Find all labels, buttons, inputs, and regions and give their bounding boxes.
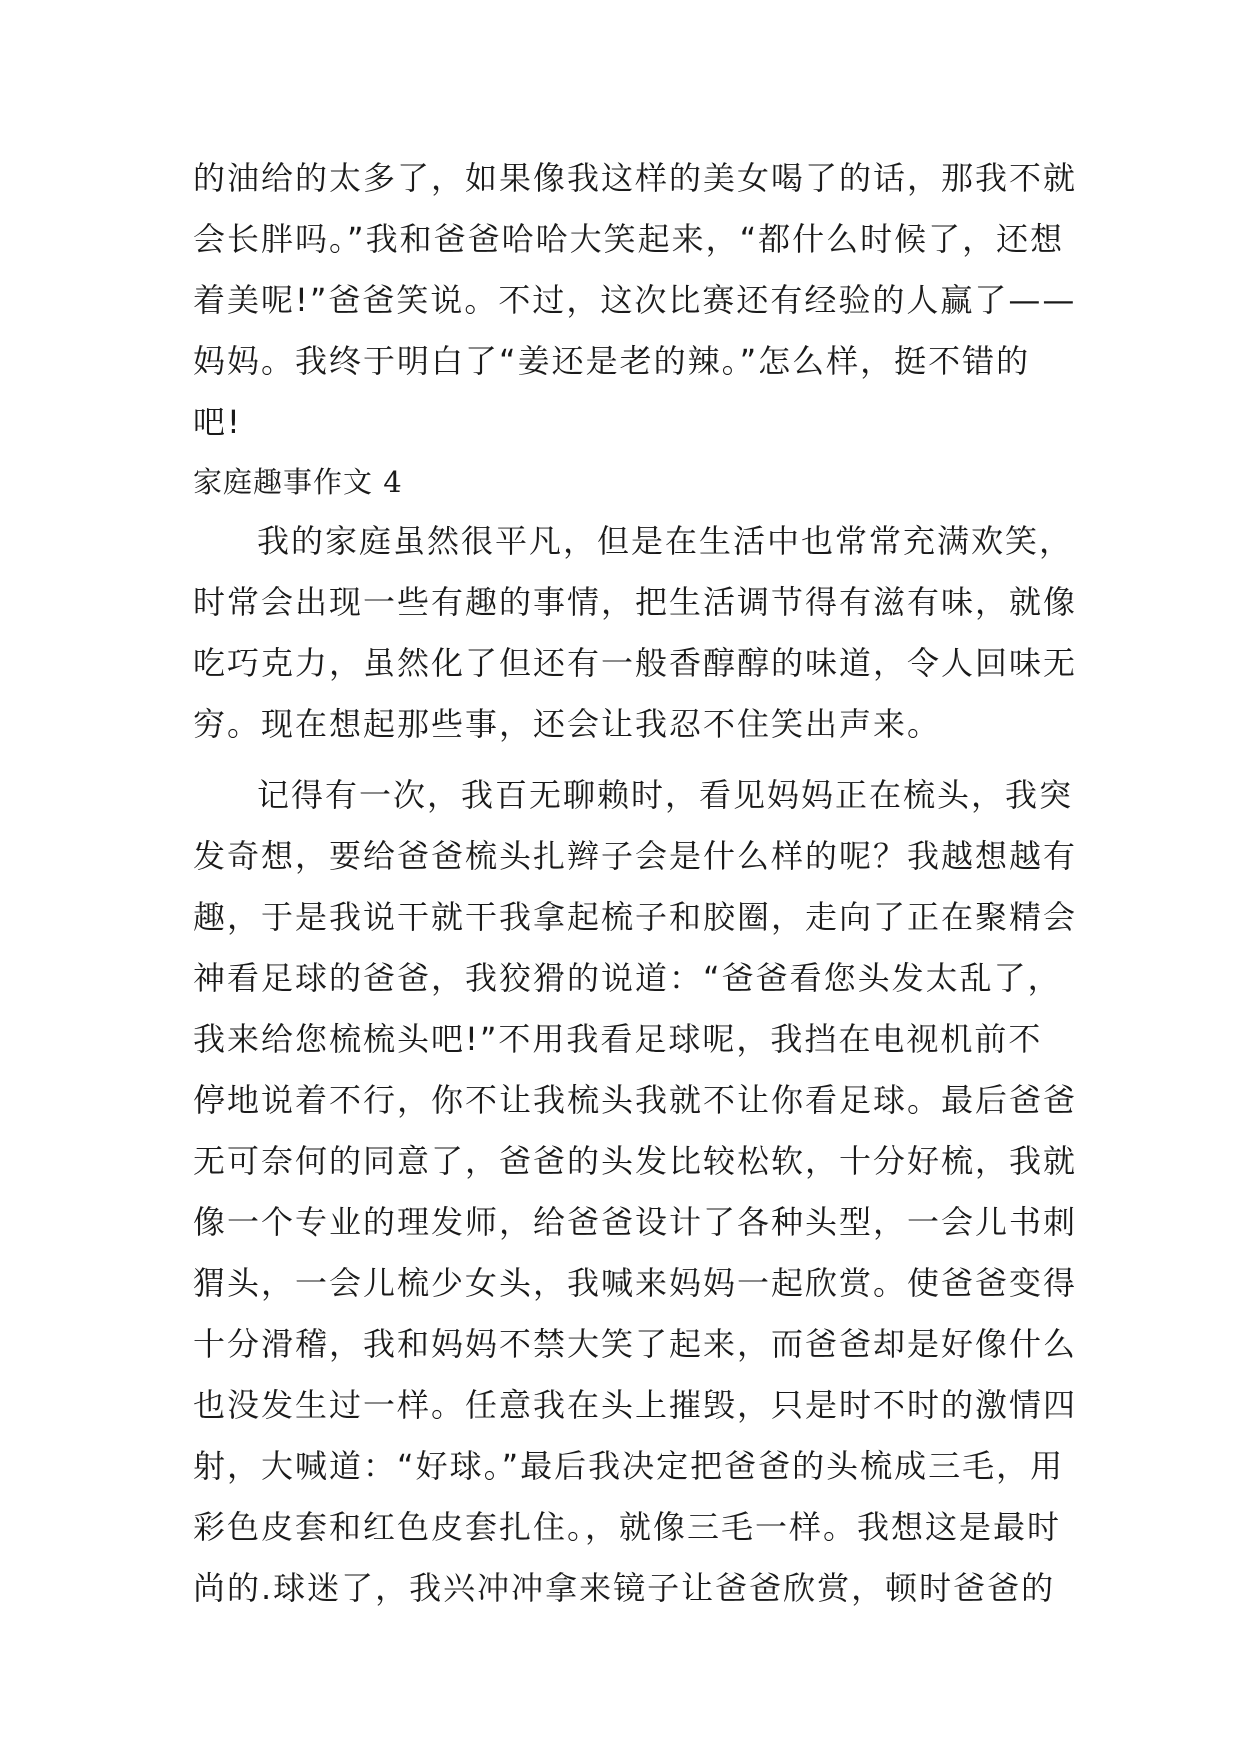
text-line: 吧! — [193, 403, 242, 441]
text-line: 彩色皮套和红色皮套扎住。，就像三毛一样。我想这是最时 — [193, 1508, 1062, 1546]
text-line: 吃巧克力，虽然化了但还有一般香醇醇的味道，令人回味无 — [193, 644, 1078, 682]
text-line: 穷。现在想起那些事，还会让我忍不住笑出声来。 — [193, 705, 942, 743]
text-line: 妈妈。我终于明白了“姜还是老的辣。”怎么样，挺不错的 — [193, 342, 1031, 380]
text-line: 停地说着不行，你不让我梳头我就不让你看足球。最后爸爸 — [193, 1081, 1078, 1119]
paragraph-gap — [193, 755, 1063, 765]
text-line: 会长胖吗。”我和爸爸哈哈大笑起来，“都什么时候了，还想 — [193, 220, 1065, 258]
text-line: 趣，于是我说干就干我拿起梳子和胶圈，走向了正在聚精会 — [193, 898, 1078, 936]
text-line: 我来给您梳梳头吧!”不用我看足球呢，我挡在电视机前不 — [193, 1020, 1043, 1058]
text-line: 猬头，一会儿梳少女头，我喊来妈妈一起欣赏。使爸爸变得 — [193, 1264, 1078, 1302]
text-line: 尚的.球迷了，我兴冲冲拿来镜子让爸爸欣赏，顿时爸爸的 — [193, 1569, 1056, 1607]
text-line: 的油给的太多了，如果像我这样的美女喝了的话，那我不就 — [193, 159, 1078, 197]
text-line: 记得有一次，我百无聊赖时，看见妈妈正在梳头，我突 — [257, 776, 1074, 814]
text-line: 发奇想，要给爸爸梳头扎辫子会是什么样的呢？我越想越有 — [193, 837, 1078, 875]
text-line: 也没发生过一样。任意我在头上摧毁，只是时不时的激情四 — [193, 1386, 1078, 1424]
text-line: 十分滑稽，我和妈妈不禁大笑了起来，而爸爸却是好像什么 — [193, 1325, 1078, 1363]
text-line: 我的家庭虽然很平凡，但是在生活中也常常充满欢笑， — [257, 522, 1074, 560]
text-line: 像一个专业的理发师，给爸爸设计了各种头型，一会儿书刺 — [193, 1203, 1078, 1241]
text-line: 射，大喊道：“好球。”最后我决定把爸爸的头梳成三毛，用 — [193, 1447, 1065, 1485]
text-line: 无可奈何的同意了，爸爸的头发比较松软，十分好梳，我就 — [193, 1142, 1078, 1180]
text-line: 神看足球的爸爸，我狡猾的说道：“爸爸看您头发太乱了， — [193, 959, 1062, 997]
text-line: 时常会出现一些有趣的事情，把生活调节得有滋有味，就像 — [193, 583, 1078, 621]
essay-text — [193, 148, 1078, 1619]
text-line: 着美呢!”爸爸笑说。不过，这次比赛还有经验的人赢了—— — [193, 281, 1077, 319]
section-heading: 家庭趣事作文 4 — [193, 465, 403, 499]
